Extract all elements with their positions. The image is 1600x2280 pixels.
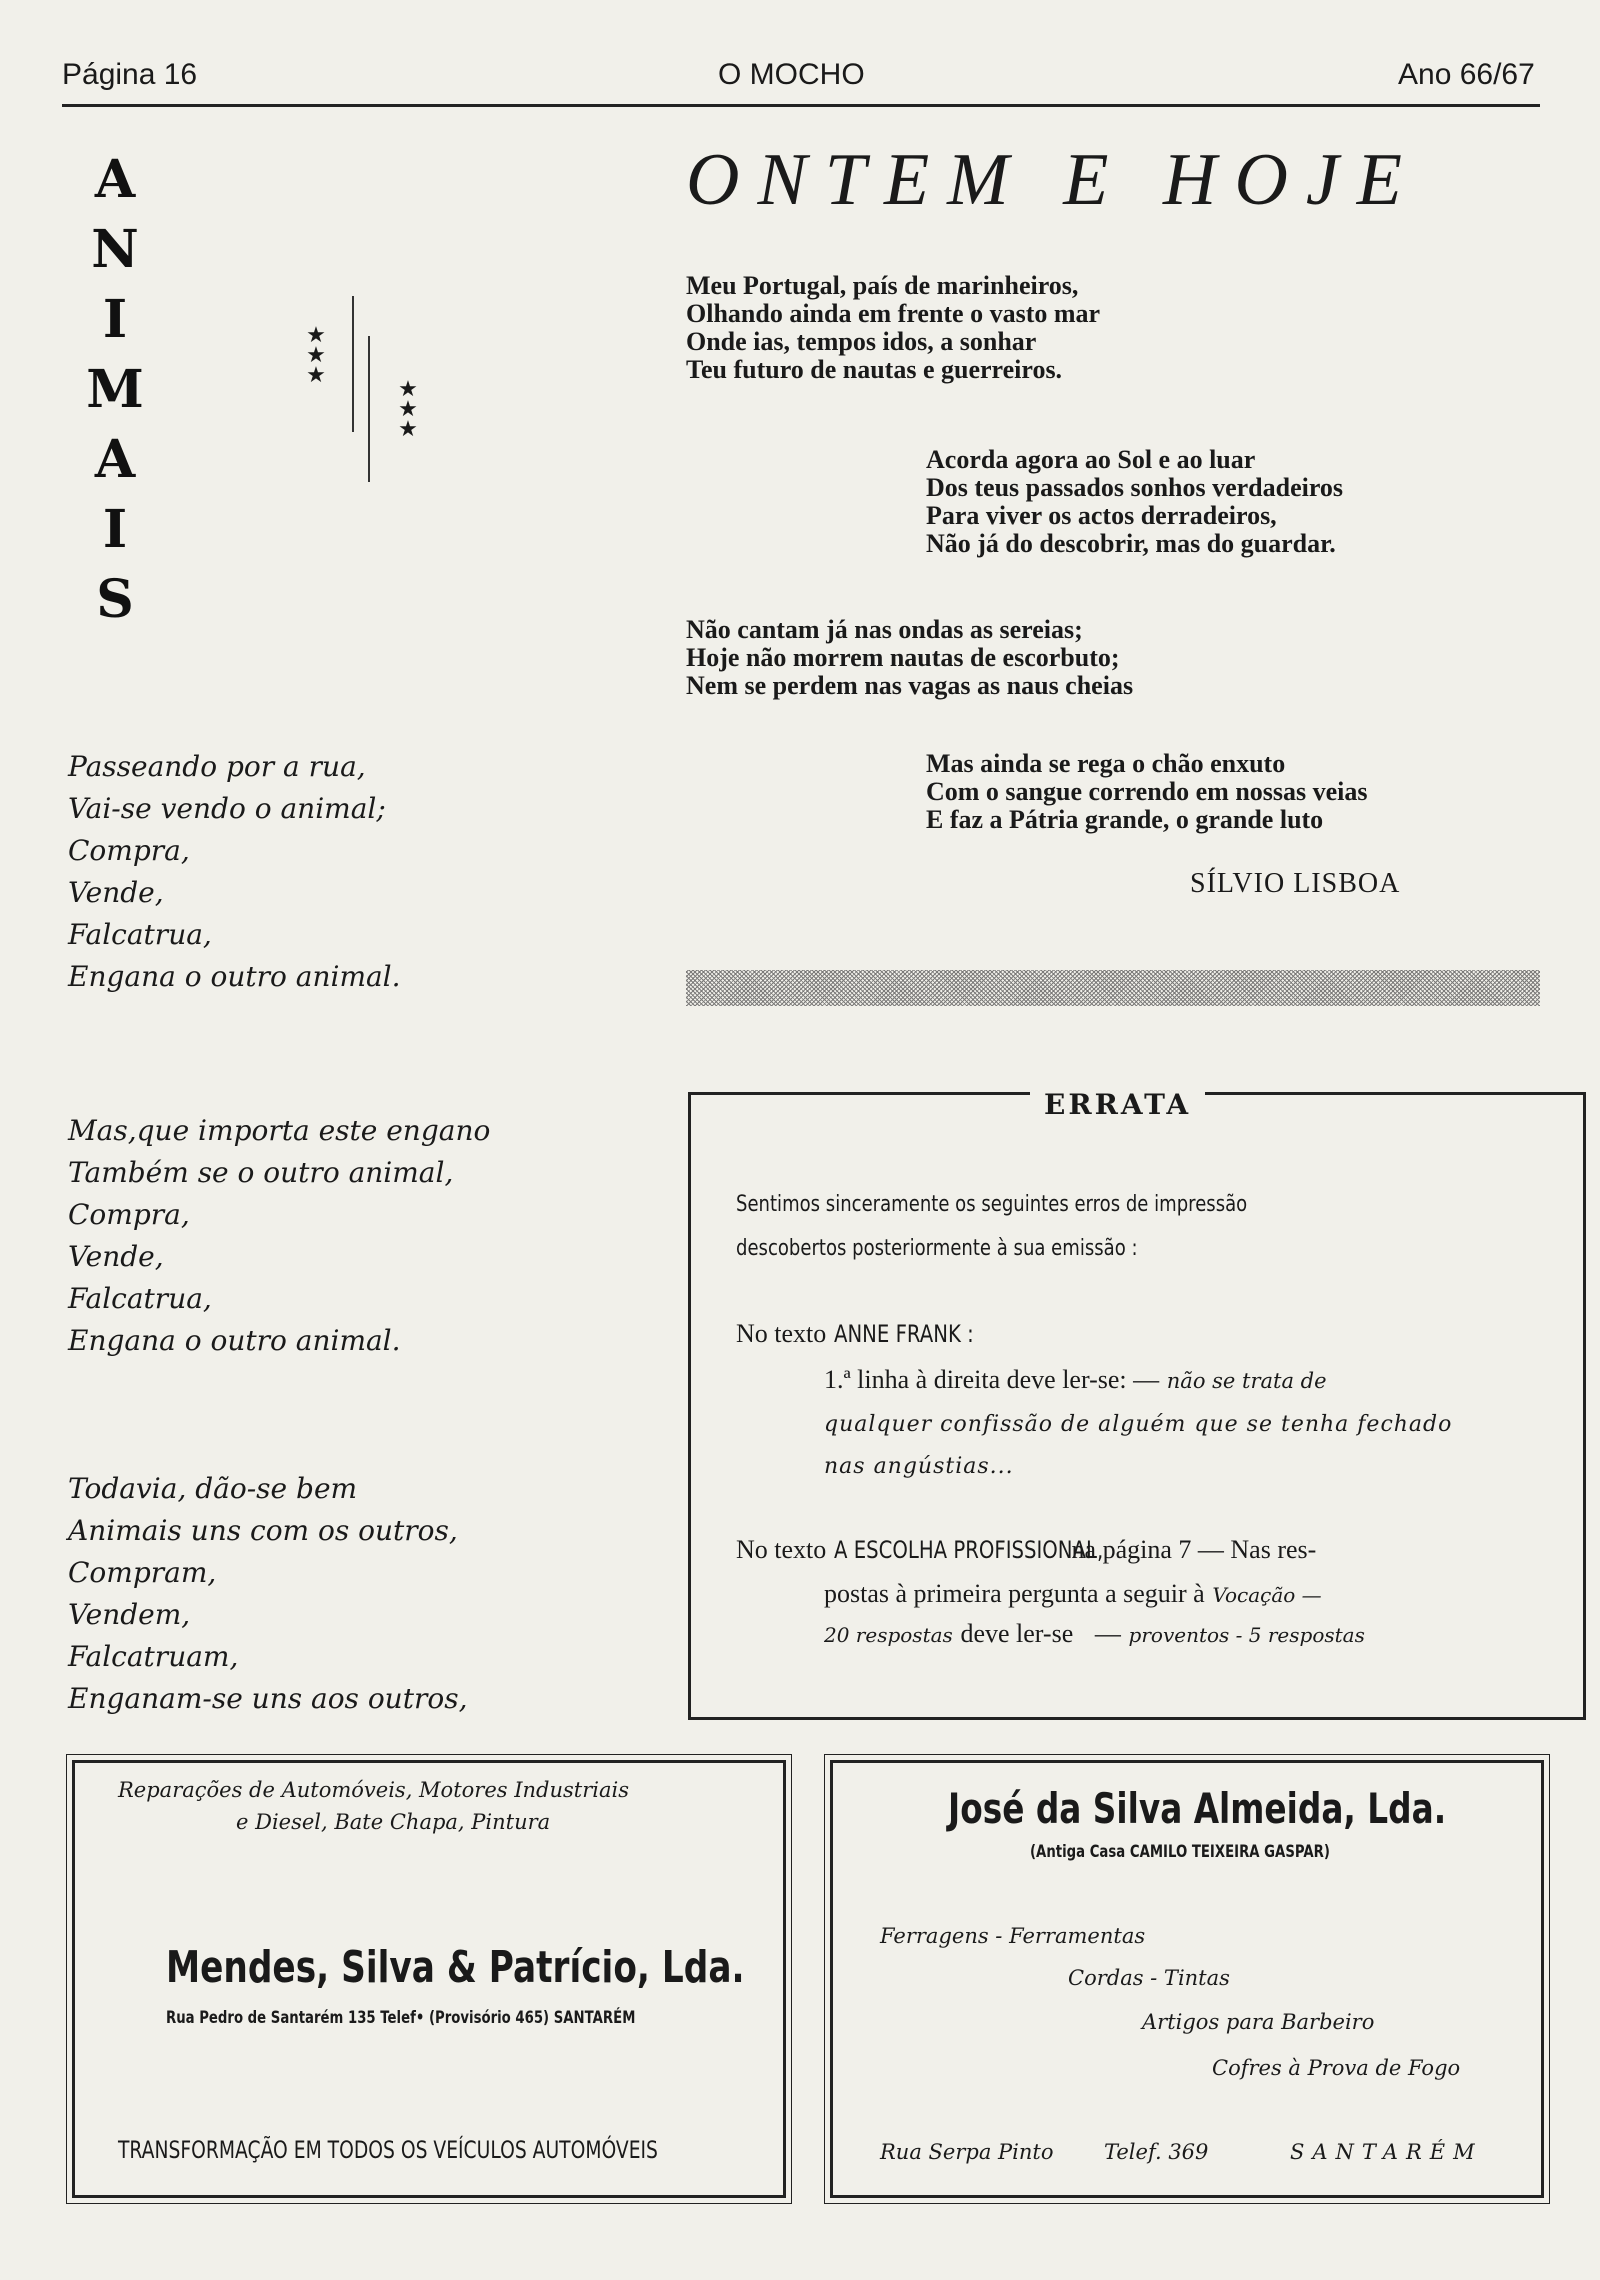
- errata-label: No texto: [736, 1535, 827, 1564]
- poem-line: Falcatruam,: [68, 1640, 239, 1673]
- ad-product: Artigos para Barbeiro: [1142, 2010, 1375, 2034]
- errata-line-text: 1.ª linha à direita deve ler-se: —: [824, 1365, 1160, 1394]
- star-ornament: ★ ★ ★: [306, 323, 326, 388]
- ornament-line: [352, 296, 354, 432]
- poem-stanza: [686, 272, 1100, 384]
- errata-correction: Vocação —: [1212, 1583, 1322, 1607]
- errata-line: [824, 1614, 1365, 1655]
- poem-stanza: [926, 446, 1343, 558]
- errata-correction: não se trata de: [1166, 1369, 1327, 1393]
- ornament-line: [368, 336, 370, 482]
- poem-line: Nem se perdem nas vagas as naus cheias: [686, 671, 1134, 700]
- ad-product: Cofres à Prova de Fogo: [1212, 2056, 1461, 2080]
- errata-title: ERRATA: [1030, 1088, 1205, 1121]
- poem-stanza: [68, 1110, 490, 1362]
- poem-line: Não cantam já nas ondas as sereias;: [686, 615, 1083, 644]
- errata-line-text: postas à primeira pergunta a seguir à: [824, 1579, 1205, 1608]
- poem-line: Compra,: [68, 1198, 190, 1231]
- poem-line: Meu Portugal, país de marinheiros,: [686, 271, 1079, 300]
- poem-stanza: [68, 746, 401, 998]
- poem-stanza: [68, 1468, 467, 1720]
- errata-line-text: deve ler-se: [960, 1619, 1074, 1648]
- ad-services: e Diesel, Bate Chapa, Pintura: [236, 1810, 551, 1834]
- poem-line: Enganam-se uns aos outros,: [68, 1682, 468, 1715]
- errata-item: [736, 1530, 1316, 1570]
- header-rule: [62, 104, 1540, 107]
- poem-line: Vendem,: [68, 1598, 191, 1631]
- poem-line: Engana o outro animal.: [68, 960, 401, 993]
- ad-services: Reparações de Automóveis, Motores Industriais: [118, 1778, 629, 1802]
- errata-label: No texto: [736, 1319, 827, 1348]
- poem-line: Acorda agora ao Sol e ao luar: [926, 445, 1256, 474]
- main-title: ONTEM E HOJE: [686, 139, 1420, 221]
- poem-line: Vende,: [68, 1240, 164, 1273]
- errata-item: [736, 1314, 1004, 1354]
- ad-product: Ferragens - Ferramentas: [880, 1924, 1146, 1948]
- poem-author: SÍLVIO LISBOA: [1190, 868, 1401, 899]
- ad-city: SANTARÉM: [1290, 2140, 1483, 2164]
- errata-correction: 20 respostas: [824, 1623, 953, 1647]
- poem-line: Mas,que importa este engano: [68, 1114, 491, 1147]
- poem-line: Dos teus passados sonhos verdadeiros: [926, 473, 1344, 502]
- poem-line: Passeando por a rua,: [68, 750, 366, 783]
- star-ornament: ★ ★ ★: [398, 377, 418, 442]
- errata-line: [824, 1360, 1327, 1401]
- errata-line-text: na página 7 — Nas res-: [1071, 1535, 1317, 1564]
- title-letter: S: [96, 569, 134, 630]
- year-label: Ano 66/67: [1398, 58, 1535, 91]
- poem-line: Falcatrua,: [68, 918, 212, 951]
- title-letter: I: [102, 499, 128, 560]
- poem-line: Também se o outro animal,: [68, 1156, 454, 1189]
- errata-text-name: A ESCOLHA PROFISSIONAL,: [833, 1536, 1104, 1564]
- errata-line: [824, 1574, 1322, 1615]
- errata-text-name: ANNE FRANK :: [833, 1320, 974, 1348]
- ad-subtitle: (Antiga Casa CAMILO TEIXEIRA GASPAR): [1030, 1842, 1330, 1862]
- publication-title: O MOCHO: [718, 58, 865, 91]
- hatched-divider: [686, 970, 1540, 1006]
- errata-line-text: —: [1094, 1619, 1121, 1648]
- ad-address: Rua Serpa Pinto: [880, 2140, 1054, 2164]
- ad-address: Rua Pedro de Santarém 135 Telef• (Provisório 465) SANTARÉM: [166, 2008, 636, 2028]
- ad-company-name: Mendes, Silva & Patrício, Lda.: [166, 1942, 745, 1993]
- title-letter: A: [94, 429, 136, 490]
- poem-line: Onde ias, tempos idos, a sonhar: [686, 327, 1037, 356]
- ad-footer: TRANSFORMAÇÃO EM TODOS OS VEÍCULOS AUTOMÓVEIS: [118, 2136, 658, 2164]
- errata-intro: descobertos posteriormente à sua emissão :: [736, 1236, 1138, 1261]
- poem-stanza: [926, 750, 1368, 834]
- poem-line: Com o sangue correndo em nossas veias: [926, 777, 1368, 806]
- poem-line: Teu futuro de nautas e guerreiros.: [686, 355, 1063, 384]
- poem-line: Não já do descobrir, mas do guardar.: [926, 529, 1336, 558]
- poem-line: Vai-se vendo o animal;: [68, 792, 386, 825]
- page-number: Página 16: [62, 58, 198, 91]
- errata-correction: qualquer confissão de alguém que se tenha fechado: [824, 1412, 1453, 1437]
- poem-line: Vende,: [68, 876, 164, 909]
- poem-line: Compram,: [68, 1556, 217, 1589]
- title-letter: I: [102, 289, 128, 350]
- title-letter: N: [91, 219, 139, 280]
- errata-correction: proventos - 5 respostas: [1128, 1623, 1365, 1647]
- poem-line: Compra,: [68, 834, 190, 867]
- poem-stanza: [686, 616, 1133, 700]
- poem-line: Falcatrua,: [68, 1282, 212, 1315]
- poem-line: Animais uns com os outros,: [68, 1514, 458, 1547]
- poem-line: Hoje não morrem nautas de escorbuto;: [686, 643, 1120, 672]
- ad-phone: Telef. 369: [1104, 2140, 1209, 2164]
- poem-line: Para viver os actos derradeiros,: [926, 501, 1277, 530]
- ad-company-name: José da Silva Almeida, Lda.: [948, 1784, 1447, 1833]
- poem-line: Engana o outro animal.: [68, 1324, 401, 1357]
- poem-line: Todavia, dão-se bem: [68, 1472, 358, 1505]
- poem-line: Olhando ainda em frente o vasto mar: [686, 299, 1101, 328]
- title-letter: M: [86, 359, 144, 420]
- errata-correction: nas angústias...: [824, 1454, 1014, 1479]
- animais-vertical-title: [80, 145, 150, 635]
- ad-product: Cordas - Tintas: [1068, 1966, 1230, 1990]
- title-letter: A: [94, 149, 136, 210]
- errata-intro: Sentimos sinceramente os seguintes erros de impressão: [736, 1192, 1248, 1217]
- poem-line: Mas ainda se rega o chão enxuto: [926, 749, 1286, 778]
- poem-line: E faz a Pátria grande, o grande luto: [926, 805, 1324, 834]
